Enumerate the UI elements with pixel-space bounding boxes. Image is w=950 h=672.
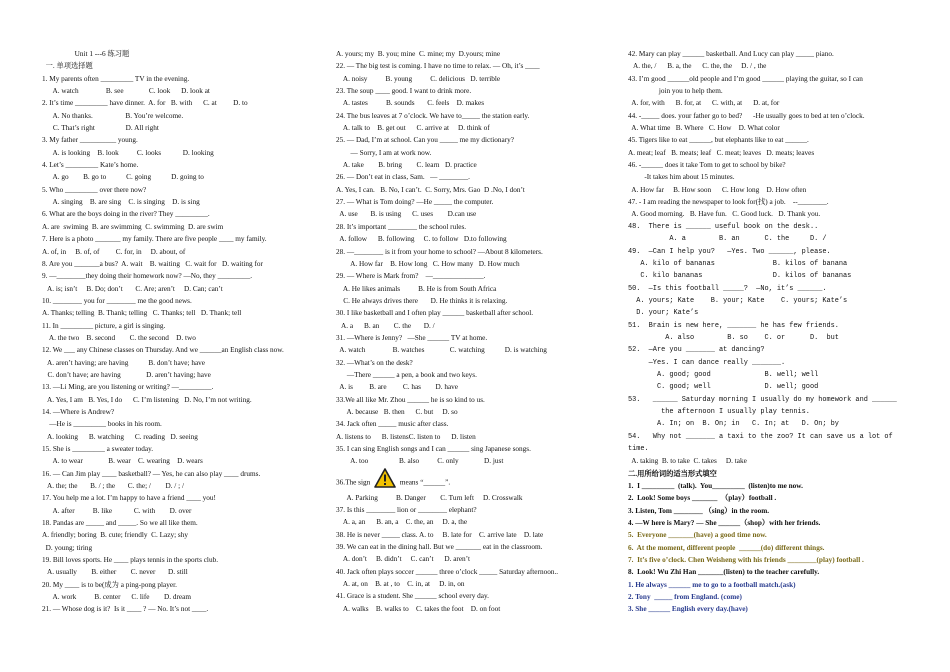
text-line: A. a B. an C. the D. / (336, 321, 435, 330)
text-line: 40. Jack often plays soccer ______ three o’clock _____ Saturday afternoon.. (336, 567, 559, 576)
text-line: 11. In _________ picture, a girl is singing. (42, 321, 166, 330)
text-line: 23. The soup ____ good. I want to drink more. (336, 87, 472, 96)
text-line: A. Yes, I can. B. No, I can’t. C. Sorry, Mrs. Gao D .No, I don’t (336, 185, 525, 194)
text-line: A. kilo of bananas B. kilos of banana (628, 259, 848, 268)
text-line: 20. My ____ is to be(成为 a ping-pong player. (42, 580, 177, 589)
text-line: A. How far B. How soon C. How long D. How often (628, 185, 807, 194)
text-line: 2. Tony _____ from England. (come) (628, 593, 742, 602)
text-line: A. work B. center C. life D. dream (42, 593, 192, 602)
text-line: 4. Let’s _________ Kate’s home. (42, 161, 139, 170)
text-line: 6. At the moment, different people ______(do) different things. (628, 543, 825, 552)
text-line: 53. ______ Saturday morning I usually do my homework and ______ (628, 395, 897, 404)
text-line: 7. It’s five o’clock. Chen Weisheng with his friends ________(play) football . (628, 556, 864, 565)
text-line: 28. It’s important ________ the school rules. (336, 222, 467, 231)
text-line: A. use B. is using C. uses D.can use (336, 210, 477, 219)
column-right (628, 48, 928, 616)
text-line: 41. Grace is a student. She ______ school every day. (336, 592, 489, 601)
text-line: 46. -______ does it take Tom to get to school by bike? (628, 161, 786, 170)
text-line: 17. You help me a lot. I’m happy to have a friend ____ you! (42, 494, 216, 503)
text-line: A. How far B. How long C. How many D. How much (336, 259, 520, 268)
text-line: A. tastes B. sounds C. feels D. makes (336, 99, 485, 108)
text-line: A. to wear B. wear C. wearing D. wears (42, 457, 203, 466)
question-36-suffix: means “______”. (399, 478, 451, 487)
text-line: A. friendly; boring B. cute; friendly C. Lazy; shy (42, 531, 188, 540)
text-line: A. follow B. following C. to follow D.to following (336, 235, 507, 244)
text-line: A. What time B. Where C. How D. What color (628, 124, 780, 133)
text-line: A. meat; leaf B. meats; leaf C. meat; leaves D. meats; leaves (628, 148, 815, 157)
text-line: 27. — What is Tom doing? —He _____ the computer. (336, 198, 494, 207)
text-line: A. don’t B. didn’t C. can’t D. aren’t (336, 555, 470, 564)
text-line: time. (628, 445, 649, 453)
text-line: C. don’t have; are having D. aren’t having; have (42, 370, 211, 379)
text-line: 1. He always ______ me to go to a football match.(ask) (628, 580, 796, 589)
text-line: 22. — The big test is coming. I have no time to relax. — Oh, it’s ____ (336, 62, 540, 71)
text-line: 30. I like basketball and I often play ______ basketball after school. (336, 309, 534, 318)
text-line: 5. Who _________ over there now? (42, 185, 147, 194)
text-line: D. young; tiring (42, 543, 93, 552)
text-line: Unit 1 ---6 练习题 (42, 50, 130, 58)
text-line: 29. — Where is Mark from? —______________. (336, 272, 486, 281)
text-line: 3. She ______ English every day.(have) (628, 605, 748, 614)
column-left (42, 48, 320, 616)
text-line: A. usually B. either C. never D. still (42, 568, 188, 577)
text-line: A. watch B. see C. look D. look at (42, 87, 210, 96)
text-line: -It takes him about 15 minutes. (628, 173, 735, 182)
text-line: 2. Look! Some boys _______ （play）football . (628, 494, 777, 503)
text-line: 9. —________they doing their homework now? —No, they _________. (42, 272, 253, 281)
text-line: 24. The bus leaves at 7 o’clock. We have to_____ the station early. (336, 111, 530, 120)
text-line: A. yours; Kate B. your; Kate C. yours; Kate’s (628, 296, 848, 305)
text-line: A. because B. then C. but D. so (336, 407, 458, 416)
text-line: 3. Listen, Tom ________ （sing）in the room. (628, 506, 770, 515)
text-line: —He is _________ books in his room. (42, 420, 162, 429)
text-line: A. is B. are C. has D. have (336, 383, 459, 392)
text-line: A. watch B. watches C. watching D. is watching (336, 346, 547, 355)
text-line: 54. Why not _______ a taxi to the zoo? It can save us a lot of (628, 432, 893, 441)
text-line: 49. —Can I help you? —Yes. Two ______, please. (628, 247, 831, 256)
question-36-prefix: 36.The sign (336, 478, 371, 487)
text-line: A. In; on B. On; in C. In; at D. On; by (628, 420, 839, 429)
text-line: 15. She is _________ a sweater today. (42, 445, 154, 453)
text-line: 51. Brain is new here, _______ he has few friends. (628, 321, 839, 330)
text-line: A. are swiming B. are swimming C. swimming D. are swim (42, 222, 224, 231)
text-line: 43. I’m good ______old people and I’m good ______ playing the guitar, so I can (628, 74, 863, 83)
text-line: A. the; the B. / ; the C. the; / D. / ; / (42, 482, 184, 491)
text-line: 6. What are the boys doing in the river? They _________. (42, 210, 210, 219)
text-line: A. aren’t having; are having B. don’t have; have (42, 358, 206, 367)
text-line: A. talk to B. get out C. arrive at D. think of (336, 124, 490, 133)
text-line: 35. I can sing English songs and I can ______ sing Japanese songs. (336, 445, 531, 453)
text-line: 一. 单项选择题 (42, 62, 93, 71)
question-block-22-35 (336, 48, 618, 468)
text-line: 34. Jack often _____ music after class. (336, 420, 449, 429)
text-line: 8. Are you _______a bus? A. wait B. waiting C. wait for D. waiting for (42, 259, 263, 268)
text-line: A. good; good B. well; well (628, 370, 819, 379)
text-line: 44. -_____ does. your father go to bed? -He usually goes to bed at ten o’clock. (628, 111, 865, 120)
text-line: A. noisy B. young C. delicious D. terrible (336, 74, 501, 83)
text-line: 42. Mary can play ______ basketball. And Lucy can play _____ piano. (628, 50, 834, 58)
text-line: A. Parking B. Danger C. Turn left D. Crosswalk (336, 493, 523, 502)
text-line: 10. ________ you for ________ me the good news. (42, 296, 192, 305)
text-line: 16. — Can Jim play ____ basketball? — Yes, he can also play ____ drums. (42, 469, 261, 478)
text-line: 19. Bill loves sports. He ____ plays tennis in the sports club. (42, 556, 219, 565)
text-line: D. your; Kate’s (628, 309, 699, 318)
text-line: 1. I _________ (talk). You_________ (listen)to me now. (628, 482, 803, 491)
text-line: 31. —Where is Jenny? —She ______ TV at home. (336, 333, 488, 342)
text-line: 45. Tigers like to eat ______, but elephants like to eat ______. (628, 136, 809, 145)
text-line: A. looking B. watching C. reading D. seeing (42, 432, 198, 441)
text-line: 33.We all like Mr. Zhou ______ he is so kind to us. (336, 395, 485, 404)
text-line: 8. Look! Wu Zhi Han _______(listen) to the teacher carefully. (628, 568, 820, 577)
text-line: A. yours; my B. you; mine C. mine; my D.yours; mine (336, 50, 501, 58)
text-line: 1. My parents often _________ TV in the evening. (42, 74, 190, 83)
text-line: A. for, with B. for, at C. with, at D. at, for (628, 99, 780, 108)
text-line: A. walks B. walks to C. takes the foot D. on foot (336, 604, 501, 613)
text-line: A. too B. also C. only D. just (336, 457, 504, 466)
text-line: 12. We ___ any Chinese classes on Thursday. And we ______an English class now. (42, 346, 284, 355)
text-line: A. take B. bring C. learn D. practice (336, 161, 477, 170)
text-line: A. He likes animals B. He is from South Africa (336, 284, 497, 293)
text-line: 5. Everyone _______(have) a good time now. (628, 531, 767, 540)
text-line: A. Thanks; telling B. Thank; telling C. Thanks; tell D. Thank; tell (42, 309, 242, 318)
text-line: 28. —________ is it from your home to school? —About 8 kilometers. (336, 247, 543, 256)
text-line: 3. My father __________ young. (42, 136, 138, 145)
text-line: —Yes. I can dance really _______. (628, 358, 786, 367)
text-line: A. also B. so C. or D. but (628, 333, 839, 342)
text-line: A. the two B. second C. the second D. two (42, 333, 196, 342)
text-line: — Sorry, I am at work now. (336, 148, 432, 157)
text-line: join you to help them. (628, 87, 723, 96)
text-line: C. That’s right D. All right (42, 124, 159, 133)
text-line: 26. — Don’t eat in class, Sam. — ________. (336, 173, 470, 182)
text-line: 38. He is never _____ class. A. to B. late for C. arrive late D. late (336, 530, 544, 539)
text-line: 21. — Whose dog is it? Is it ____ ? — No. It’s not ____. (42, 605, 209, 614)
text-line: 14. —Where is Andrew? (42, 407, 115, 416)
text-line: C. He always drives there D. He thinks it is relaxing. (336, 296, 508, 305)
text-line: 2. It’s time _________ have dinner. A. for B. with C. at D. to (42, 99, 248, 108)
text-line: 32. —What’s on the desk? (336, 358, 413, 367)
text-line: A. of, in B. of, of C. for, in D. about, of (42, 247, 186, 256)
text-line: 52. —Are you _______ at dancing? (628, 346, 765, 355)
text-line: 13. —Li Ming, are you listening or writing? —_________. (42, 383, 214, 392)
text-line: A. after B. like C. with D. over (42, 506, 192, 515)
text-line: —There ______ a pen, a book and two keys. (336, 370, 477, 379)
text-line: 50. —Is this football _____? —No, it’s ______. (628, 284, 827, 293)
text-line: A. singing B. are sing C. is singing D. is sing (42, 198, 200, 207)
text-line: C. good; well D. well; good (628, 383, 819, 392)
text-line: A. a B. an C. the D. / (628, 235, 827, 244)
text-line: 7. Here is a photo _______ my family. There are five people ____ my family. (42, 235, 267, 244)
text-line: A. listens to B. listensC. listen to D. listen (336, 432, 476, 441)
text-line: A. taking B. to take C. takes D. take (628, 457, 747, 466)
text-line: A. a, an B. an, a C. the, an D. a, the (336, 518, 468, 527)
warning-triangle-icon (374, 468, 396, 498)
text-line: 二.用所给词的适当形式填空 (628, 469, 717, 478)
text-line: 18. Pandas are _____ and _____. So we all like them. (42, 519, 198, 528)
text-line: A. Yes, I am B. Yes, I do C. I’m listening D. No, I’m not writing. (42, 395, 252, 404)
text-line: 39. We can eat in the dining hall. But we _______ eat in the classroom. (336, 543, 543, 552)
text-line: 47. - I am reading the newspaper to look for(找) a job. --________. (628, 198, 829, 207)
text-line: 4. —W here is Mary? — She ______（shop）with her friends. (628, 519, 821, 528)
text-line: A. is; isn’t B. Do; don’t C. Are; aren’t D. Can; can’t (42, 284, 223, 293)
text-line: 25. — Dad, I’m at school. Can you _____ me my dictionary? (336, 136, 514, 145)
text-line: A. Good morning. B. Have fun. C. Good luck. D. Thank you. (628, 210, 821, 219)
question-36-row (336, 468, 618, 492)
text-line: the afternoon I usually play tennis. (628, 407, 810, 416)
text-line: 48. There is ______ useful book on the desk.. (628, 222, 819, 231)
text-line: A. at, on B. at , to C. in, at D. in, on (336, 580, 465, 589)
text-line: 37. Is this ________ lion or ________ elephant? (336, 506, 477, 515)
text-line: A. No thanks. B. You’re welcome. (42, 111, 184, 120)
text-line: A. is looking B. look C. looks D. looking (42, 148, 214, 157)
question-block-36-41 (336, 492, 618, 615)
text-line: C. kilo bananas D. kilos of bananas (628, 272, 852, 281)
column-middle (336, 48, 618, 615)
text-line: A. the, / B. a, the C. the, the D. / , the (628, 62, 767, 71)
text-line: A. go B. go to C. going D. going to (42, 173, 204, 182)
